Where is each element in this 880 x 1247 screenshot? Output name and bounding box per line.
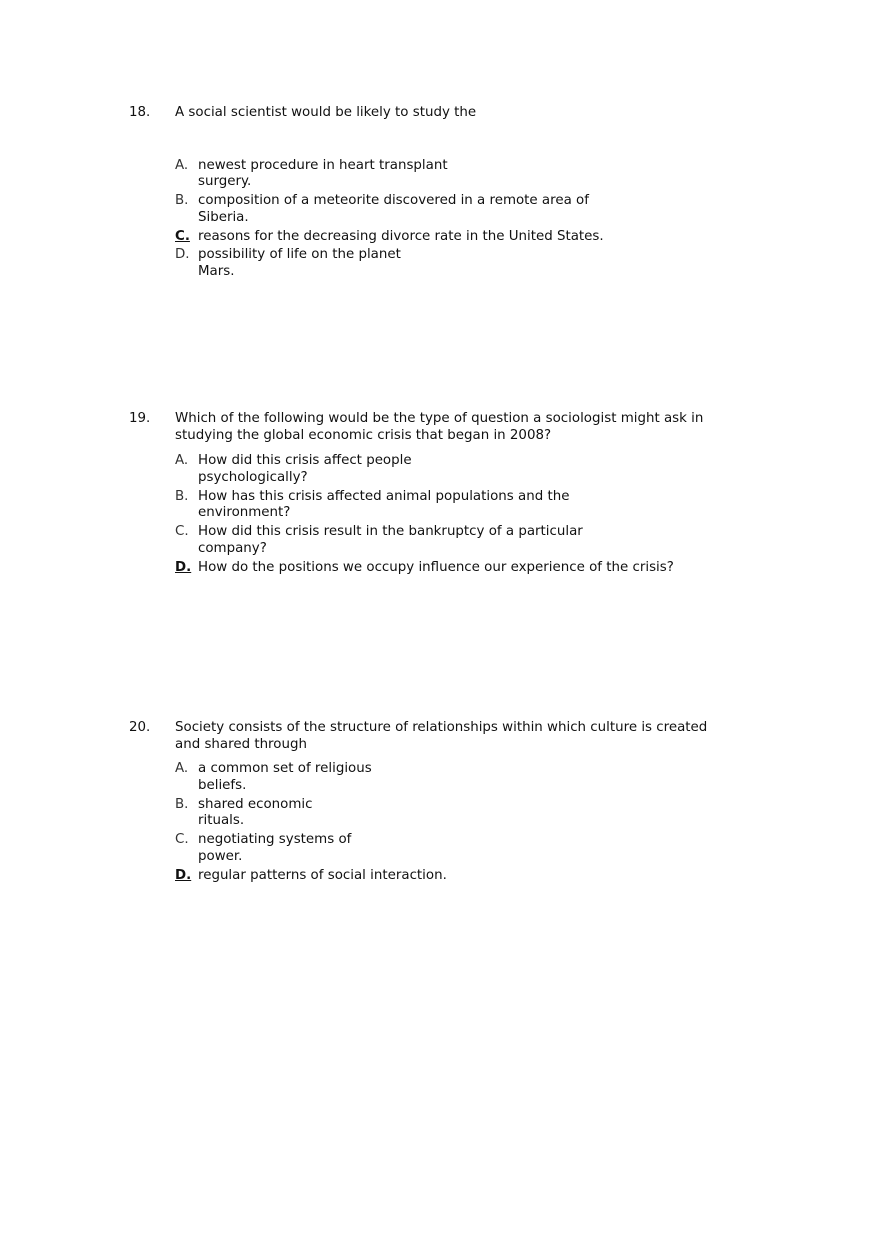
answer-option	[175, 761, 769, 795]
option-text-line: How do the positions we occupy influence our experience of the crisis?	[198, 559, 674, 575]
option-text-line: psychologically?	[198, 469, 308, 485]
answer-options	[175, 158, 769, 282]
option-letter: A.	[175, 453, 189, 468]
option-text-line: beliefs.	[198, 777, 247, 793]
question-19	[129, 411, 769, 579]
option-text-line: shared economic	[198, 796, 313, 812]
answer-option	[175, 247, 769, 281]
option-text-line: environment?	[198, 505, 291, 521]
option-text	[198, 524, 769, 558]
option-text-line: composition of a meteorite discovered in a remote area of	[198, 193, 589, 209]
option-letter: B.	[175, 193, 189, 209]
option-letter: B.	[175, 796, 189, 812]
question-number: 20.	[129, 720, 151, 735]
answer-option	[175, 560, 769, 577]
answer-option	[175, 489, 769, 523]
question-20	[129, 720, 769, 887]
question-text-line: A social scientist would be likely to study the	[175, 105, 477, 120]
question-header	[129, 411, 769, 444]
option-text	[198, 158, 769, 192]
option-text	[198, 832, 769, 866]
answer-option	[175, 868, 769, 885]
answer-options	[175, 453, 769, 577]
question-text-line: Society consists of the structure of relationships within which culture is created	[175, 720, 708, 735]
question-text-line: studying the global economic crisis that began in 2008?	[175, 427, 552, 443]
option-letter: B.	[175, 488, 189, 504]
correct-answer-letter: D.	[175, 559, 192, 575]
option-text-line: Siberia.	[198, 209, 249, 225]
option-letter: C.	[175, 524, 189, 540]
correct-answer-letter: C.	[175, 228, 190, 244]
option-text-line: reasons for the decreasing divorce rate in the United States.	[198, 228, 604, 244]
answer-option	[175, 797, 769, 831]
question-text	[175, 720, 769, 753]
option-text	[198, 797, 769, 831]
option-letter: D.	[175, 247, 190, 263]
question-text	[175, 411, 769, 444]
option-text-line: newest procedure in heart transplant	[198, 157, 448, 173]
option-text-line: power.	[198, 848, 243, 864]
option-text	[198, 489, 769, 523]
option-text-line: a common set of religious	[198, 761, 372, 776]
option-text-line: rituals.	[198, 813, 245, 829]
option-text	[198, 560, 769, 577]
question-header	[129, 720, 769, 753]
correct-answer-letter: D.	[175, 867, 192, 883]
question-number: 19.	[129, 411, 151, 426]
question-number: 18.	[129, 105, 151, 120]
option-text-line: company?	[198, 540, 267, 556]
option-text-line: possibility of life on the planet	[198, 247, 401, 263]
option-text	[198, 247, 769, 281]
answer-option	[175, 832, 769, 866]
option-text-line: negotiating systems of	[198, 832, 352, 848]
answer-option	[175, 229, 769, 246]
answer-options	[175, 761, 769, 885]
option-letter: A.	[175, 761, 189, 776]
option-text-line: How has this crisis affected animal populations and the	[198, 488, 570, 504]
option-text	[198, 229, 769, 246]
option-text-line: How did this crisis affect people	[198, 453, 412, 468]
option-letter: C.	[175, 832, 189, 848]
question-header	[129, 105, 769, 122]
option-text-line: Mars.	[198, 264, 235, 280]
question-text-line: Which of the following would be the type of question a sociologist might ask in	[175, 411, 704, 426]
option-text	[198, 761, 769, 795]
option-text	[198, 868, 769, 885]
option-text	[198, 193, 769, 227]
option-letter: A.	[175, 157, 189, 173]
question-text-line: and shared through	[175, 736, 307, 752]
answer-option	[175, 193, 769, 227]
option-text-line: How did this crisis result in the bankruptcy of a particular	[198, 524, 583, 540]
option-text-line: surgery.	[198, 174, 252, 190]
option-text-line: regular patterns of social interaction.	[198, 867, 447, 883]
question-18	[129, 105, 769, 283]
option-text	[198, 453, 769, 487]
answer-option	[175, 158, 769, 192]
answer-option	[175, 524, 769, 558]
question-text	[175, 105, 769, 122]
answer-option	[175, 453, 769, 487]
